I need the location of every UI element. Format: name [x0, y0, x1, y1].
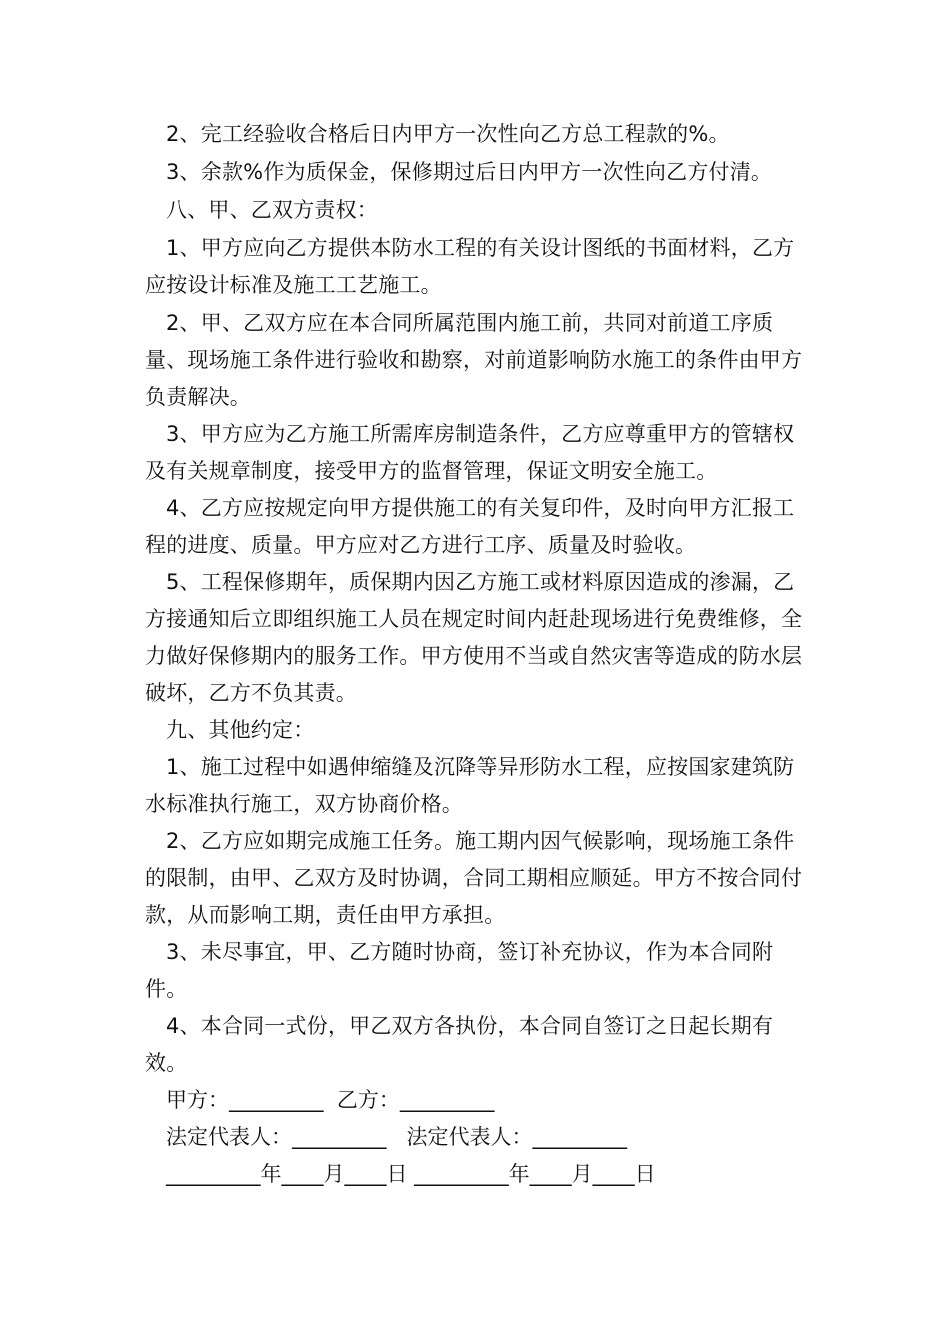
clause-responsibility-1: 1、甲方应向乙方提供本防水工程的有关设计图纸的书面材料，乙方应按设计标准及施工工艺施工。 [145, 236, 795, 297]
clause-responsibility-5: 5、工程保修期年，质保期内因乙方施工或材料原因造成的渗漏，乙方接通知后立即组织施工人员在规定时间内赶赴现场进行免费维修，全力做好保修期内的服务工作。甲方使用不当或自然灾害等造成的防水层破坏，乙方不负其责。 [145, 570, 803, 705]
section-heading-nine: 九、其他约定： [166, 718, 315, 742]
clause-responsibility-2: 2、甲、乙双方应在本合同所属范围内施工前，共同对前道工序质量、现场施工条件进行验收和勘察，对前道影响防水施工的条件由甲方负责解决。 [145, 311, 803, 409]
clause-payment-2: 2、完工经验收合格后日内甲方一次性向乙方总工程款的%。 [166, 122, 730, 146]
clause-other-2: 2、乙方应如期完成施工任务。施工期内因气候影响，现场施工条件的限制，由甲、乙双方及时协调，合同工期相应顺延。甲方不按合同付款，从而影响工期，责任由甲方承担。 [145, 829, 803, 927]
clause-responsibility-4: 4、乙方应按规定向甲方提供施工的有关复印件，及时向甲方汇报工程的进度、质量。甲方应对乙方进行工序、质量及时验收。 [145, 496, 795, 557]
clause-other-1: 1、施工过程中如遇伸缩缝及沉降等异形防水工程，应按国家建筑防水标准执行施工，双方协商价格。 [145, 755, 795, 816]
section-heading-eight: 八、甲、乙双方责权： [166, 198, 378, 222]
clause-other-4: 4、本合同一式份，甲乙双方各执份，本合同自签订之日起长期有效。 [145, 1014, 774, 1075]
clause-other-3: 3、未尽事宜，甲、乙方随时协商，签订补充协议，作为本合同附件。 [145, 940, 774, 1001]
signature-representatives-line: 法定代表人：_________ 法定代表人：_________ [166, 1125, 628, 1149]
signature-parties-line: 甲方：_________ 乙方：_________ [166, 1088, 495, 1112]
clause-payment-3: 3、余款%作为质保金，保修期过后日内甲方一次性向乙方付清。 [166, 160, 773, 184]
signature-dates-line: _________年____月____日 _________年____月____日 [166, 1162, 656, 1186]
clause-responsibility-3: 3、甲方应为乙方施工所需库房制造条件，乙方应尊重甲方的管辖权及有关规章制度，接受甲方的监督管理，保证文明安全施工。 [145, 422, 795, 483]
